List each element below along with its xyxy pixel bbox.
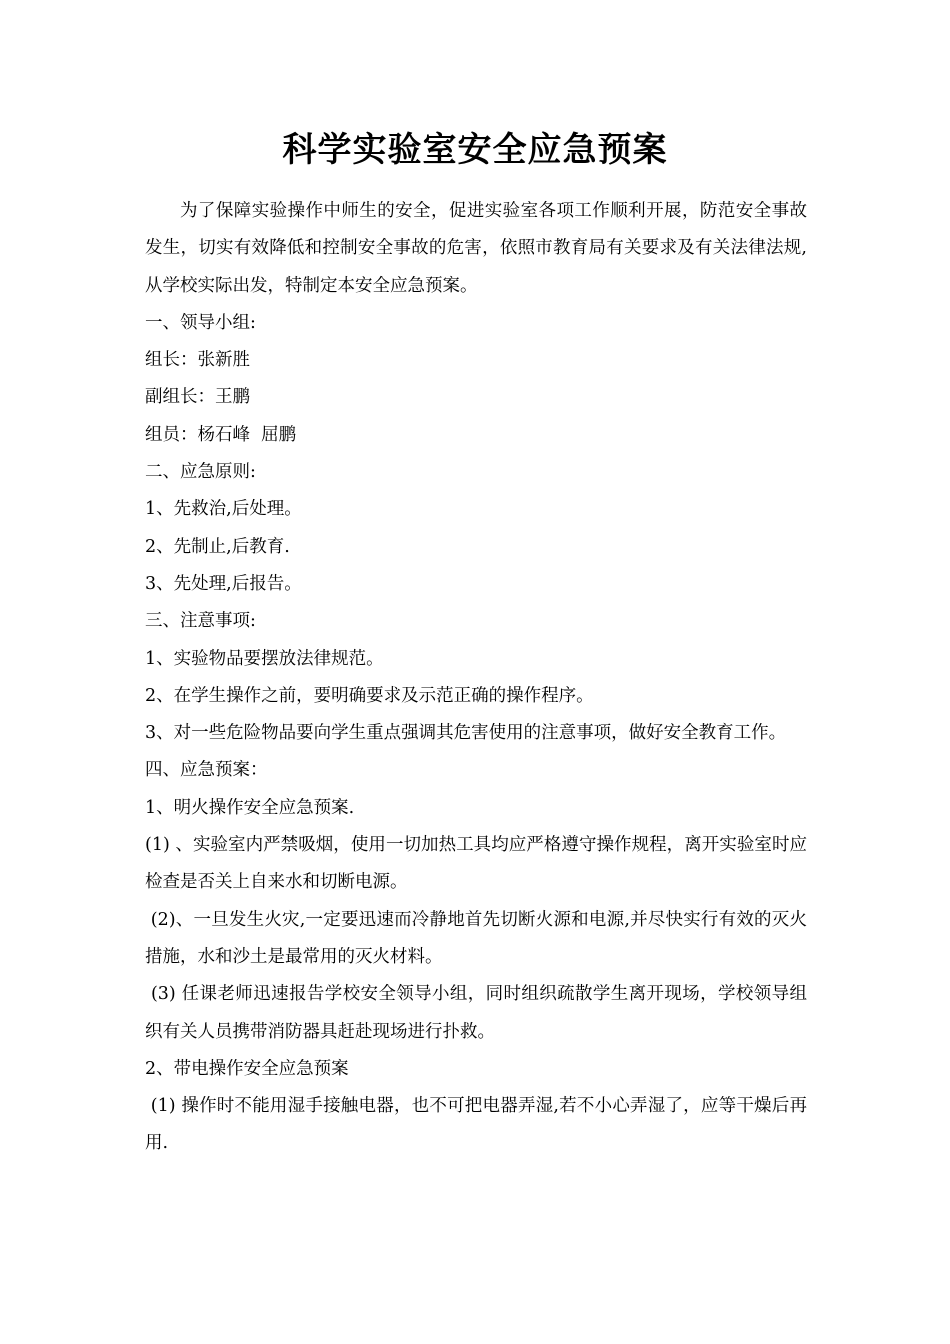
note-item: 3、对一些危险物品要向学生重点强调其危害使用的注意事项，做好安全教育工作。: [145, 723, 787, 744]
members-line: 组员：杨石峰 屈鹏: [145, 424, 297, 445]
section-heading-notes: 三、注意事项:: [145, 611, 256, 632]
deputy-leader-line: 副组长：王鹏: [145, 387, 250, 408]
plan-item: (2)、一旦发生火灾,一定要迅速而冷静地首先切断火源和电源,并尽快实行有效的灭火措施，水和沙土是最常用的灭火材料。: [145, 909, 807, 967]
plan-item: (1) 操作时不能用湿手接触电器，也不可把电器弄湿,若不小心弄湿了，应等干燥后再用.: [145, 1096, 807, 1154]
plan-item: (1) 、实验室内严禁吸烟，使用一切加热工具均应严格遵守操作规程，离开实验室时应检查是否关上自来水和切断电源。: [145, 835, 807, 893]
intro-paragraph: 为了保障实验操作中师生的安全，促进实验室各项工作顺利开展，防范安全事故发生，切实有效降低和控制安全事故的危害，依照市教育局有关要求及有关法律法规,从学校实际出发，特制定本安全应急预案。: [145, 201, 807, 296]
document-body: [145, 193, 807, 1163]
leader-line: 组长：张新胜: [145, 350, 250, 371]
principle-item: 2、先制止,后教育.: [145, 536, 290, 557]
section-heading-plans: 四、应急预案：: [145, 760, 268, 781]
plan-heading-electric: 2、带电操作安全应急预案: [145, 1058, 349, 1079]
plan-heading-fire: 1、明火操作安全应急预案.: [145, 797, 355, 818]
document-title: 科学实验室安全应急预案: [282, 130, 668, 170]
section-heading-principles: 二、应急原则:: [145, 462, 256, 483]
section-heading-leadership: 一、领导小组:: [145, 312, 256, 333]
note-item: 2、在学生操作之前，要明确要求及示范正确的操作程序。: [145, 685, 594, 706]
principle-item: 3、先处理,后报告。: [145, 573, 302, 594]
plan-item: (3) 任课老师迅速报告学校安全领导小组，同时组织疏散学生离开现场，学校领导组织有关人员携带消防器具赶赴现场进行扑救。: [145, 984, 807, 1042]
note-item: 1、实验物品要摆放法律规范。: [145, 648, 384, 669]
principle-item: 1、先救治,后处理。: [145, 499, 302, 520]
